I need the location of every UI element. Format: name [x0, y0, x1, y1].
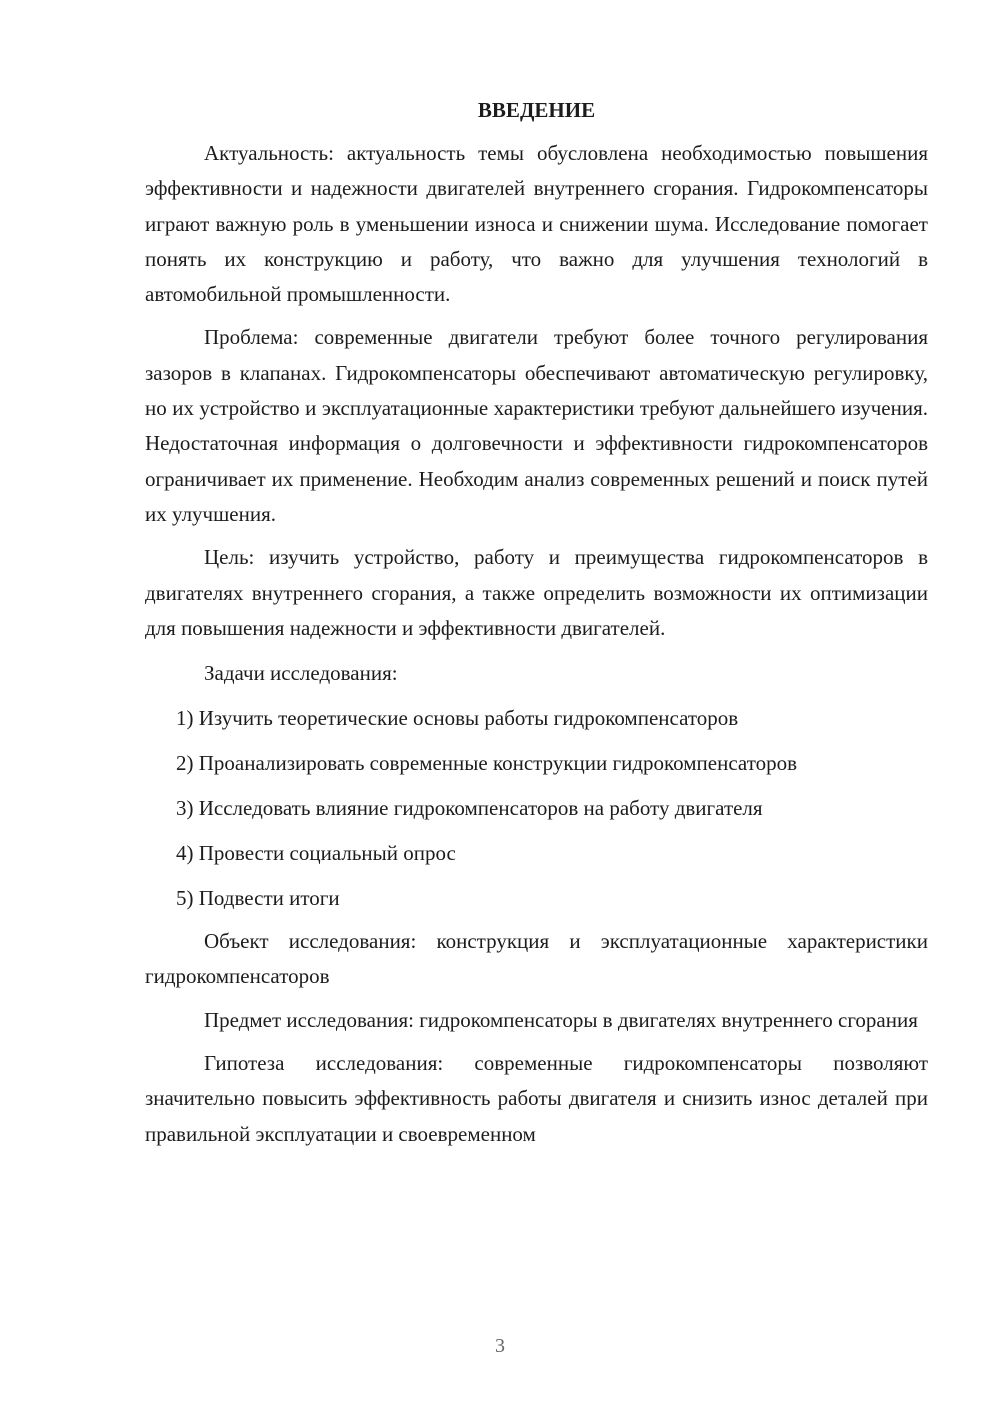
page-number: 3	[495, 1335, 505, 1357]
task-item-1: 1) Изучить теоретические основы работы гидрокомпенсаторов	[176, 706, 739, 731]
object-paragraph: Объект исследования: конструкция и эксплуатационные характеристики гидрокомпенсаторов	[145, 929, 928, 989]
tasks-heading: Задачи исследования:	[204, 661, 398, 686]
relevance-paragraph: Актуальность: актуальность темы обусловлена необходимостью повышения эффективности и надежности двигателей внутреннего сгорания. Гидрокомпенсаторы играют важную роль в уменьшении износа и снижении шума. Исследование помогает понять их конструкцию и работу, что важно для улучшения технологий в автомобильной промышленности.	[145, 141, 928, 307]
task-item-3: 3) Исследовать влияние гидрокомпенсаторов на работу двигателя	[176, 796, 763, 821]
section-title: ВВЕДЕНИЕ	[477, 98, 596, 122]
goal-paragraph: Цель: изучить устройство, работу и преимущества гидрокомпенсаторов в двигателях внутреннего сгорания, а также определить возможности их оптимизации для повышения надежности и эффективности двигателей.	[145, 545, 928, 640]
subject-paragraph: Предмет исследования: гидрокомпенсаторы в двигателях внутреннего сгорания	[204, 1007, 918, 1032]
tasks-list	[145, 701, 928, 916]
task-item-2: 2) Проанализировать современные конструкции гидрокомпенсаторов	[176, 751, 798, 776]
hypothesis-paragraph: Гипотеза исследования: современные гидрокомпенсаторы позволяют значительно повысить эффективность работы двигателя и снизить износ деталей при правильной эксплуатации и своевременном	[145, 1051, 928, 1146]
task-item-5: 5) Подвести итоги	[176, 886, 340, 911]
page-content	[145, 93, 928, 1152]
task-item-4: 4) Провести социальный опрос	[176, 841, 456, 866]
problem-paragraph: Проблема: современные двигатели требуют более точного регулирования зазоров в клапанах. Гидрокомпенсаторы обеспечивают автоматическую регулировку, но их устройство и эксплуатационные характеристики требуют дальнейшего изучения. Недостаточная информация о долговечности и эффективности гидрокомпенсаторов ограничивает их применение. Необходим анализ современных решений и поиск путей их улучшения.	[145, 325, 928, 526]
